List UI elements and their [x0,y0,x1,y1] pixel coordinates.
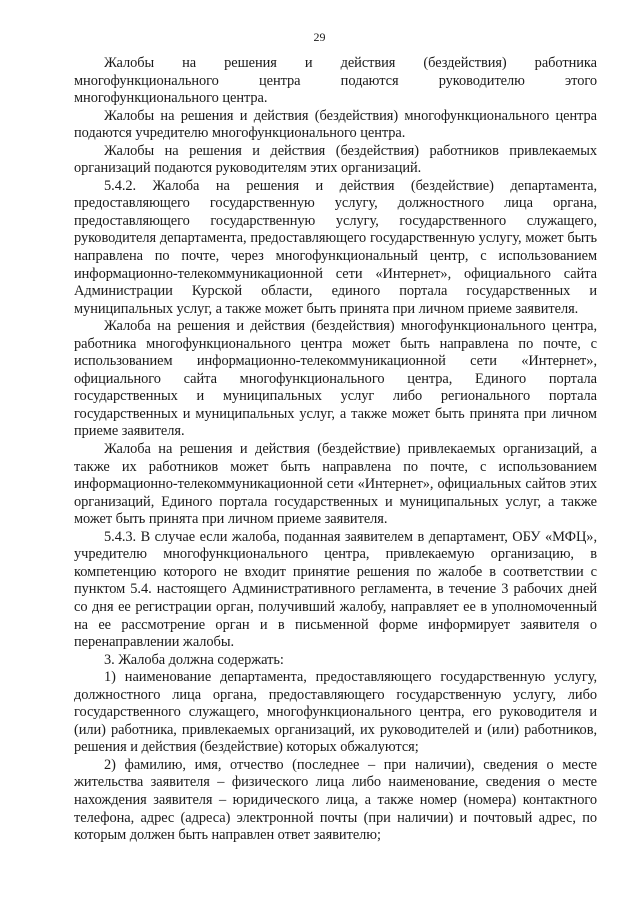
page-body [74,55,597,845]
paragraph: Жалоба на решения и действия (бездействие) привлекаемых организаций, а также их работников может быть направлена по почте, с использованием информационно-телекоммуникационной сети «Интернет», официальных сайтов этих организаций, Единого портала государственных и муниципальных услуг, а также может быть принята при личном приеме заявителя. [74,441,597,528]
paragraph: Жалобы на решения и действия (бездействия) работника многофункционального центра подаются руководителю этого многофункционального центра. [74,55,597,107]
paragraph: Жалоба на решения и действия (бездействия) многофункционального центра, работника многофункционального центра может быть направлена по почте, с использованием информационно-телекоммуникационной сети «Интернет», официального сайта многофункционального центра, Единого портала государственных и муниципальных услуг либо регионального портала государственных и муниципальных услуг, а также может быть принята при личном приеме заявителя. [74,318,597,440]
paragraph: 5.4.2. Жалоба на решения и действия (бездействие) департамента, предоставляющего государственную услугу, должностного лица органа, предоставляющего государственную услугу, государственного служащего, руководителя департамента, предоставляющего государственную услугу, может быть направлена по почте, через многофункциональный центр, с использованием информационно-телекоммуникационной сети «Интернет», официального сайта Администрации Курской области, единого портала государственных и муниципальных услуг, а также может быть принята при личном приеме заявителя. [74,177,597,317]
paragraph: Жалобы на решения и действия (бездействия) работников привлекаемых организаций подаются руководителям этих организаций. [74,142,597,177]
paragraph: 5.4.3. В случае если жалоба, поданная заявителем в департамент, ОБУ «МФЦ», учредителю многофункционального центра, привлекаемую организацию, в компетенцию которого не входит принятие решения по жалобе в соответствии с пунктом 5.4. настоящего Административного регламента, в течение 3 рабочих дней со дня ее регистрации орган, получивший жалобу, направляет ее в уполномоченный на ее рассмотрение орган и в письменной форме информирует заявителя о перенаправлении жалобы. [74,528,597,651]
paragraph: 3. Жалоба должна содержать: [104,651,284,668]
paragraph: 1) наименование департамента, предоставляющего государственную услугу, должностного лица органа, предоставляющего государственную услугу, либо государственного служащего, многофункционального центра, его руководителя и (или) работника, привлекаемых организаций, их руководителей и (или) работников, решения и действия (бездействие) которых обжалуются; [74,669,597,756]
page-number: 29 [313,30,326,44]
paragraph: Жалобы на решения и действия (бездействия) многофункционального центра подаются учредителю многофункционального центра. [74,107,597,142]
paragraph: 2) фамилию, имя, отчество (последнее – при наличии), сведения о месте жительства заявителя – физического лица либо наименование, сведения о месте нахождения заявителя – юридического лица, а также номер (номера) контактного телефона, адрес (адреса) электронной почты (при наличии) и почтовый адрес, по которым должен быть направлен ответ заявителю; [74,756,597,844]
